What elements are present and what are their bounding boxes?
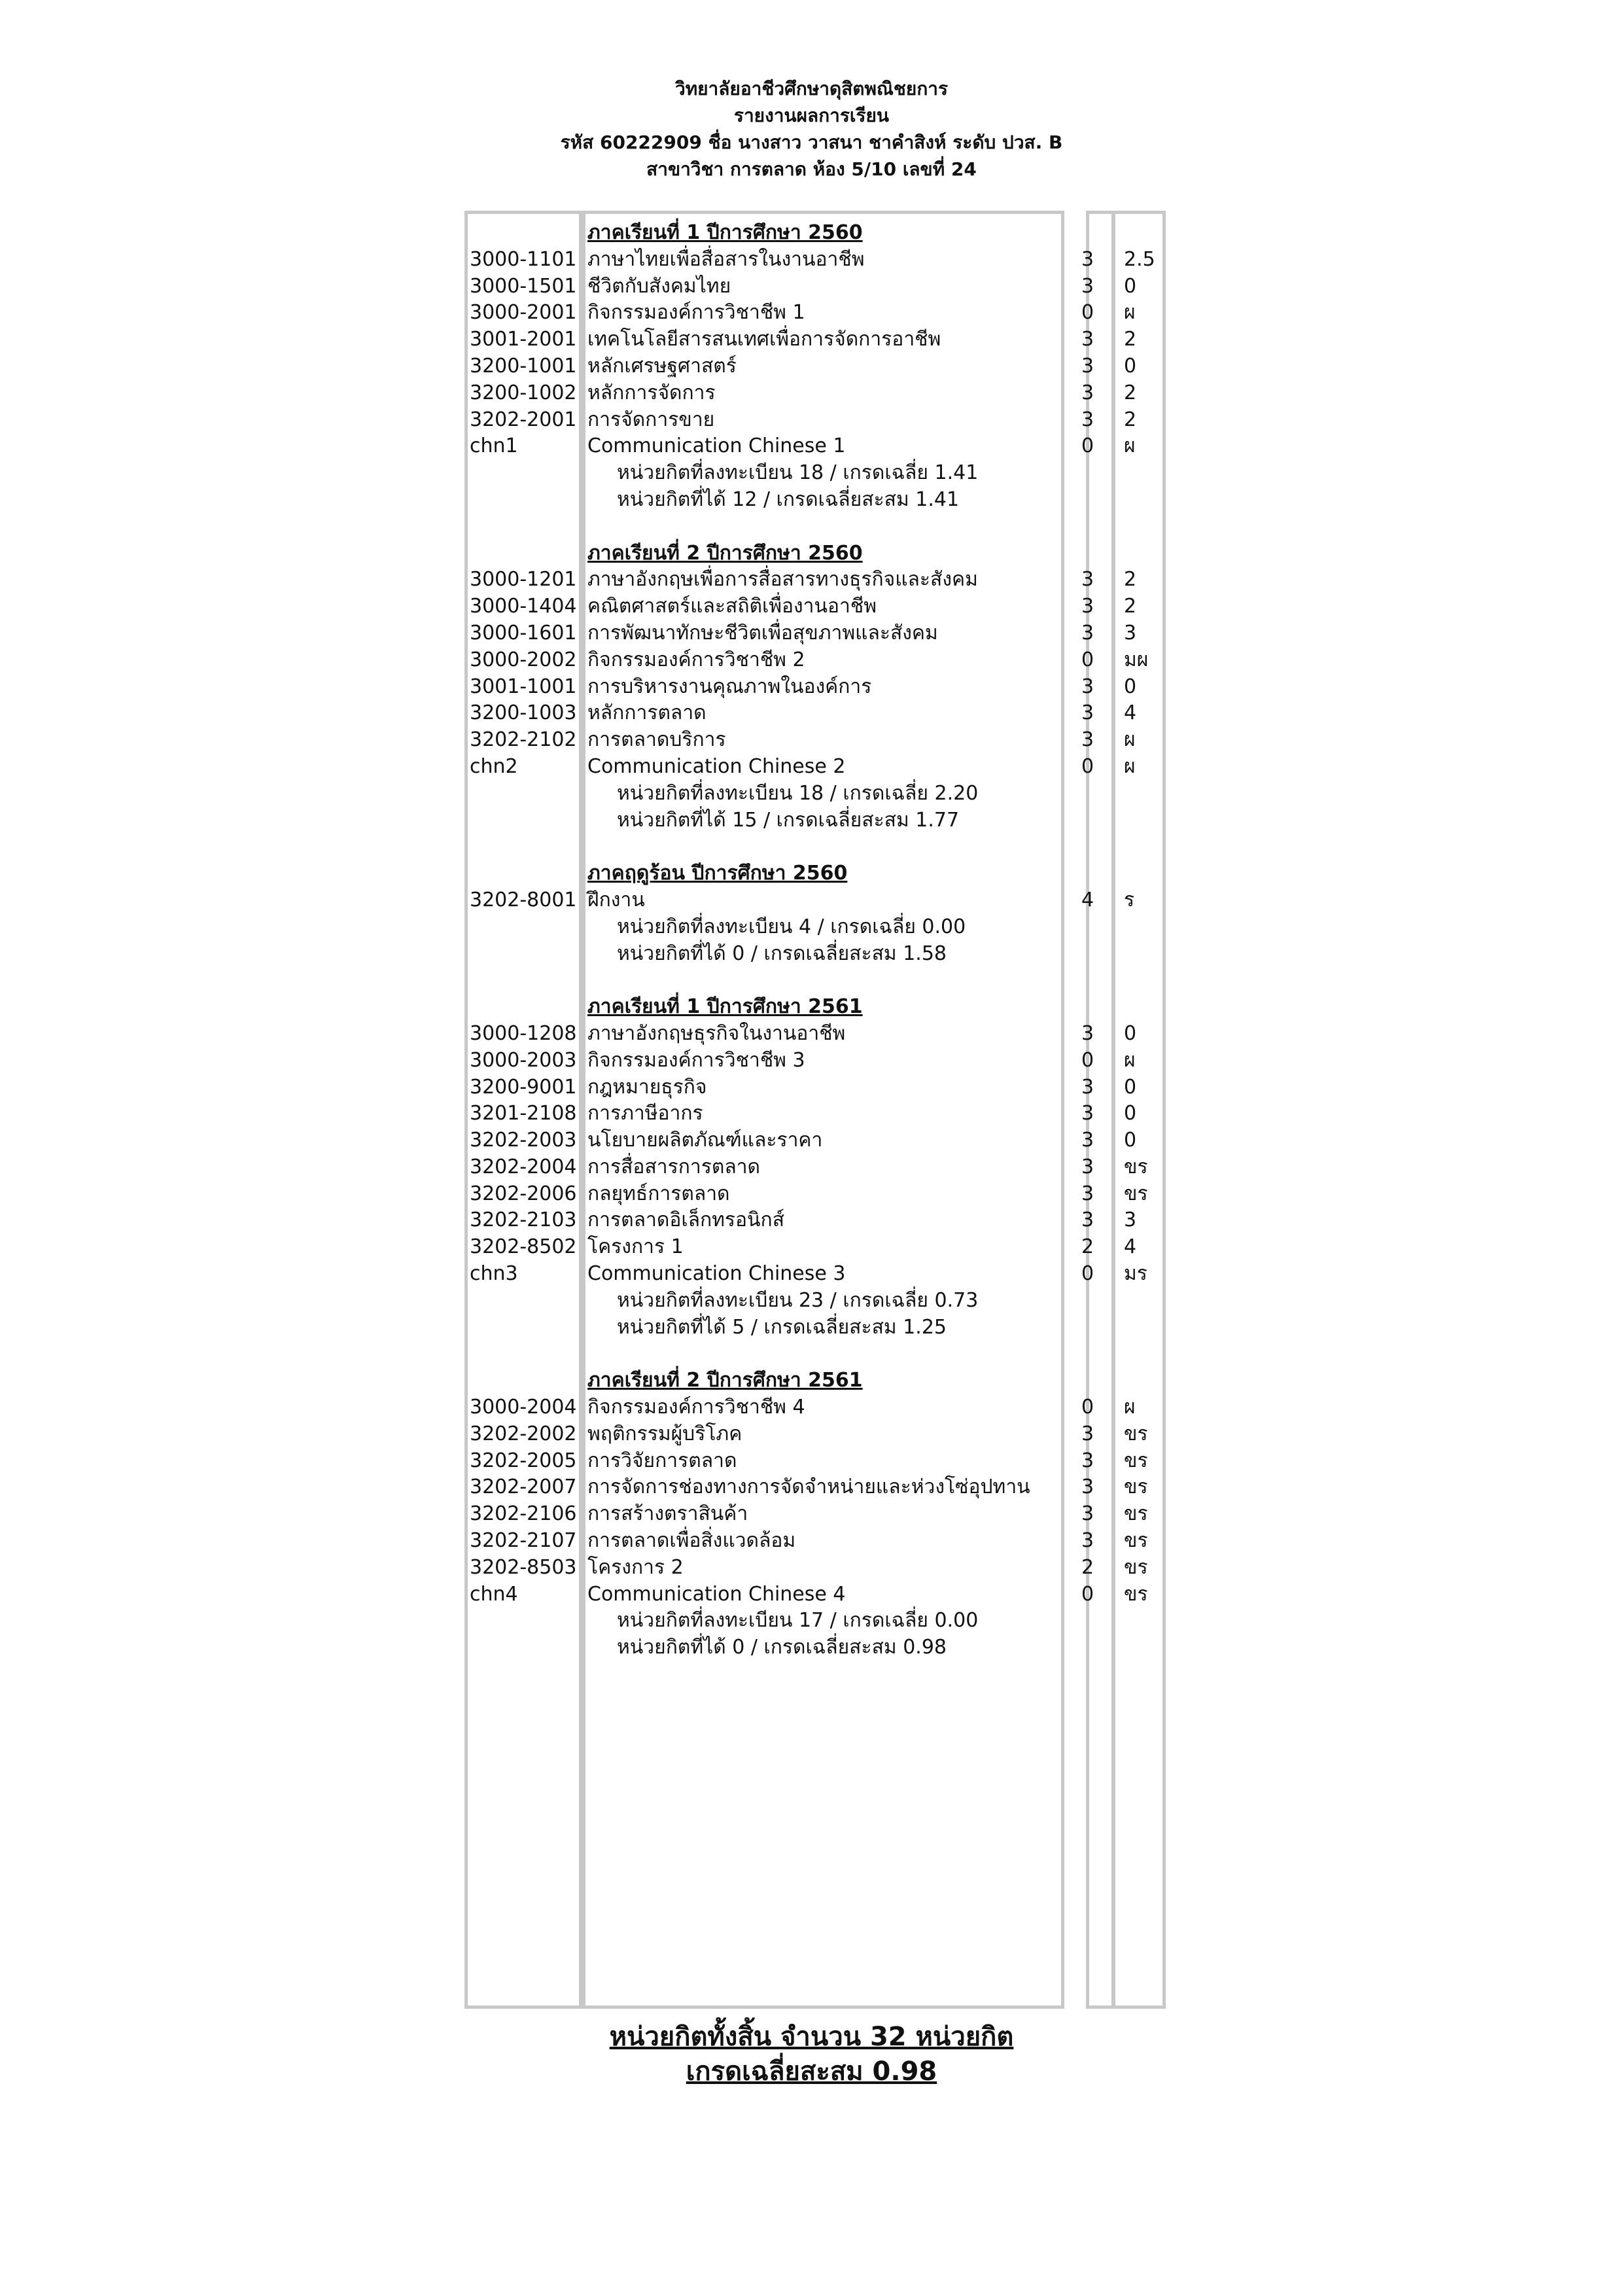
course-credit: 0 — [1081, 301, 1094, 325]
course-credit: 4 — [1081, 888, 1094, 911]
course-name: Communication Chinese 3 — [587, 1262, 846, 1286]
registered-credits-summary: หน่วยกิตที่ลงทะเบียน 17 / เกรดเฉลี่ย 0.00 — [617, 1609, 979, 1633]
semester-title: ภาคเรียนที่ 1 ปีการศึกษา 2560 — [587, 221, 863, 244]
course-name: Communication Chinese 2 — [587, 754, 846, 778]
course-credit: 3 — [1081, 354, 1094, 378]
course-row — [464, 1581, 1166, 1608]
course-credit: 3 — [1081, 1529, 1094, 1553]
course-credit: 3 — [1081, 728, 1094, 752]
course-name: การสร้างตราสินค้า — [587, 1502, 748, 1526]
course-grade: ผ — [1124, 301, 1136, 325]
course-row — [464, 1234, 1166, 1261]
course-name: ภาษาอังกฤษเพื่อการสื่อสารทางธุรกิจและสังคม — [587, 568, 978, 592]
course-code: 3202-8001 — [470, 888, 577, 911]
course-code: 3202-2107 — [470, 1529, 577, 1553]
course-grade: ขร — [1124, 1529, 1148, 1553]
course-credit: 3 — [1081, 328, 1094, 351]
course-grade: 0 — [1124, 1129, 1137, 1152]
course-credit: 3 — [1081, 1155, 1094, 1178]
course-code: 3202-2006 — [470, 1182, 577, 1205]
course-credit: 0 — [1081, 1262, 1094, 1286]
course-credit: 0 — [1081, 434, 1094, 458]
course-name: กฎหมายธุรกิจ — [587, 1075, 707, 1099]
course-row — [464, 1448, 1166, 1475]
course-name: หลักการจัดการ — [587, 381, 716, 404]
course-credit: 2 — [1081, 1235, 1094, 1259]
course-code: 3200-1002 — [470, 381, 577, 404]
semester-summary-row — [464, 807, 1166, 834]
course-row — [464, 407, 1166, 434]
total-credits: หน่วยกิตทั้งสิ้น จำนวน 32 หน่วยกิต — [609, 2022, 1014, 2052]
college-name: วิทยาลัยอาชีวศึกษาดุสิตพณิชยการ — [674, 78, 949, 99]
course-grade: ผ — [1124, 728, 1136, 752]
semester-title-row — [464, 994, 1166, 1021]
course-code: 3000-1601 — [470, 621, 577, 645]
course-name: การพัฒนาทักษะชีวิตเพื่อสุขภาพและสังคม — [587, 621, 938, 645]
course-row — [464, 1421, 1166, 1448]
course-name: ภาษาไทยเพื่อสื่อสารในงานอาชีพ — [587, 247, 865, 271]
course-name: การจัดการขาย — [587, 408, 715, 431]
course-code: 3202-8503 — [470, 1555, 577, 1579]
course-credit: 3 — [1081, 701, 1094, 725]
course-name: การตลาดอิเล็กทรอนิกส์ — [587, 1209, 785, 1232]
course-grade: 0 — [1124, 274, 1137, 298]
course-grade: ผ — [1124, 434, 1136, 458]
earned-credits-summary: หน่วยกิตที่ได้ 0 / เกรดเฉลี่ยสะสม 1.58 — [617, 942, 947, 965]
course-name: การภาษีอากร — [587, 1102, 703, 1125]
course-code: 3202-2004 — [470, 1155, 577, 1178]
course-credit: 3 — [1081, 247, 1094, 271]
spacer-row — [464, 967, 1166, 994]
course-code: 3202-2102 — [470, 728, 577, 752]
course-grade: ขร — [1124, 1502, 1148, 1526]
course-name: การตลาดบริการ — [587, 728, 726, 752]
course-row — [464, 300, 1166, 327]
course-credit: 0 — [1081, 754, 1094, 778]
course-credit: 2 — [1081, 1555, 1094, 1579]
semester-summary-row — [464, 1288, 1166, 1315]
course-name: Communication Chinese 4 — [587, 1582, 846, 1606]
course-code: 3000-1404 — [470, 595, 577, 618]
semester-summary-row — [464, 941, 1166, 968]
course-row — [464, 1074, 1166, 1101]
transcript-rows — [464, 220, 1166, 1661]
course-grade: ขร — [1124, 1555, 1148, 1579]
course-grade: ผ — [1124, 1396, 1136, 1419]
semester-title: ภาคเรียนที่ 2 ปีการศึกษา 2561 — [587, 1369, 863, 1392]
course-row — [464, 1154, 1166, 1181]
course-code: 3202-2003 — [470, 1129, 577, 1152]
registered-credits-summary: หน่วยกิตที่ลงทะเบียน 23 / เกรดเฉลี่ย 0.73 — [617, 1288, 979, 1312]
course-credit: 3 — [1081, 274, 1094, 298]
course-grade: 0 — [1124, 675, 1137, 698]
course-code: 3202-2106 — [470, 1502, 577, 1526]
course-grade: 2.5 — [1124, 247, 1155, 271]
course-name: การตลาดเพื่อสิ่งแวดล้อม — [587, 1529, 796, 1553]
course-grade: ขร — [1124, 1475, 1148, 1499]
course-grade: 2 — [1124, 328, 1137, 351]
course-code: 3202-2005 — [470, 1449, 577, 1472]
course-row — [464, 327, 1166, 353]
course-credit: 3 — [1081, 1021, 1094, 1045]
course-credit: 0 — [1081, 1048, 1094, 1072]
course-row — [464, 1181, 1166, 1208]
course-row — [464, 1474, 1166, 1501]
earned-credits-summary: หน่วยกิตที่ได้ 15 / เกรดเฉลี่ยสะสม 1.77 — [617, 808, 960, 832]
course-credit: 0 — [1081, 1582, 1094, 1606]
course-name: นโยบายผลิตภัณฑ์และราคา — [587, 1129, 823, 1152]
report-title: รายงานผลการเรียน — [733, 105, 890, 126]
semester-title-row — [464, 220, 1166, 247]
earned-credits-summary: หน่วยกิตที่ได้ 12 / เกรดเฉลี่ยสะสม 1.41 — [617, 487, 960, 511]
registered-credits-summary: หน่วยกิตที่ลงทะเบียน 4 / เกรดเฉลี่ย 0.00 — [617, 915, 966, 938]
course-code: 3202-2103 — [470, 1209, 577, 1232]
course-grade: มผ — [1124, 648, 1149, 671]
course-name: พฤติกรรมผู้บริโภค — [587, 1422, 742, 1445]
course-credit: 3 — [1081, 568, 1094, 592]
course-code: 3000-1101 — [470, 247, 577, 271]
spacer-row — [464, 834, 1166, 860]
course-grade: ผ — [1124, 754, 1136, 778]
course-row — [464, 647, 1166, 674]
course-code: 3201-2108 — [470, 1102, 577, 1125]
course-credit: 3 — [1081, 408, 1094, 431]
course-code: chn1 — [470, 434, 518, 458]
semester-summary-row — [464, 487, 1166, 514]
semester-title-row — [464, 1368, 1166, 1394]
course-row — [464, 674, 1166, 701]
course-grade: ขร — [1124, 1155, 1148, 1178]
course-credit: 3 — [1081, 1102, 1094, 1125]
course-credit: 3 — [1081, 1129, 1094, 1152]
course-credit: 3 — [1081, 381, 1094, 404]
course-grade: 2 — [1124, 595, 1137, 618]
course-credit: 3 — [1081, 1422, 1094, 1445]
course-credit: 0 — [1081, 648, 1094, 671]
course-name: กิจกรรมองค์การวิชาชีพ 3 — [587, 1048, 805, 1072]
course-grade: 0 — [1124, 1075, 1137, 1099]
course-credit: 3 — [1081, 595, 1094, 618]
course-grade: ขร — [1124, 1422, 1148, 1445]
course-row — [464, 567, 1166, 593]
course-code: 3200-9001 — [470, 1075, 577, 1099]
course-name: ชีวิตกับสังคมไทย — [587, 274, 731, 298]
course-code: 3202-8502 — [470, 1235, 577, 1259]
program-info: สาขาวิชา การตลาด ห้อง 5/10 เลขที่ 24 — [646, 158, 977, 180]
semester-title: ภาคเรียนที่ 2 ปีการศึกษา 2560 — [587, 541, 863, 565]
course-credit: 3 — [1081, 675, 1094, 698]
course-name: คณิตศาสตร์และสถิติเพื่องานอาชีพ — [587, 595, 877, 618]
course-grade: 3 — [1124, 1209, 1137, 1232]
semester-title-row — [464, 540, 1166, 567]
course-code: 3200-1001 — [470, 354, 577, 378]
course-code: 3001-1001 — [470, 675, 577, 698]
course-name: กิจกรรมองค์การวิชาชีพ 4 — [587, 1396, 805, 1419]
course-name: หลักการตลาด — [587, 701, 707, 725]
course-code: 3000-2001 — [470, 301, 577, 325]
course-code: 3000-1501 — [470, 274, 577, 298]
course-row — [464, 1127, 1166, 1154]
course-code: 3202-2007 — [470, 1475, 577, 1499]
course-grade: มร — [1124, 1262, 1147, 1286]
registered-credits-summary: หน่วยกิตที่ลงทะเบียน 18 / เกรดเฉลี่ย 1.41 — [617, 461, 979, 485]
semester-title: ภาคเรียนที่ 1 ปีการศึกษา 2561 — [587, 995, 863, 1019]
course-code: 3001-2001 — [470, 328, 577, 351]
course-row — [464, 353, 1166, 380]
course-grade: ขร — [1124, 1449, 1148, 1472]
course-name: โครงการ 2 — [587, 1555, 684, 1579]
semester-summary-row — [464, 914, 1166, 941]
cumulative-gpa: เกรดเฉลี่ยสะสม 0.98 — [686, 2057, 937, 2087]
course-grade: 4 — [1124, 1235, 1137, 1259]
course-code: chn4 — [470, 1582, 518, 1606]
course-row — [464, 700, 1166, 727]
course-row — [464, 620, 1166, 647]
course-grade: 0 — [1124, 1102, 1137, 1125]
course-credit: 3 — [1081, 1182, 1094, 1205]
course-row — [464, 1555, 1166, 1581]
course-row — [464, 1261, 1166, 1288]
course-code: 3000-1201 — [470, 568, 577, 592]
course-row — [464, 593, 1166, 620]
student-info: รหัส 60222909 ชื่อ นางสาว วาสนา ชาคำสิงห์ ระดับ ปวส. B — [560, 132, 1063, 153]
course-row — [464, 247, 1166, 274]
course-code: 3000-2002 — [470, 648, 577, 671]
course-name: กลยุทธ์การตลาด — [587, 1182, 730, 1205]
course-credit: 3 — [1081, 1075, 1094, 1099]
course-code: 3000-2004 — [470, 1396, 577, 1419]
course-grade: 3 — [1124, 621, 1137, 645]
course-code: 3200-1003 — [470, 701, 577, 725]
course-row — [464, 1021, 1166, 1048]
course-grade: 0 — [1124, 354, 1137, 378]
report-header — [0, 75, 1623, 183]
course-name: การจัดการช่องทางการจัดจำหน่ายและห่วงโซ่อุปทาน — [587, 1475, 1030, 1499]
course-row — [464, 887, 1166, 914]
course-grade: 4 — [1124, 701, 1137, 725]
course-code: 3202-2002 — [470, 1422, 577, 1445]
course-name: หลักเศรษฐศาสตร์ — [587, 354, 737, 378]
semester-summary-row — [464, 1608, 1166, 1634]
course-name: ภาษาอังกฤษธุรกิจในงานอาชีพ — [587, 1021, 846, 1045]
course-credit: 3 — [1081, 621, 1094, 645]
course-grade: 2 — [1124, 568, 1137, 592]
course-grade: ขร — [1124, 1182, 1148, 1205]
course-grade: ผ — [1124, 1048, 1136, 1072]
earned-credits-summary: หน่วยกิตที่ได้ 5 / เกรดเฉลี่ยสะสม 1.25 — [617, 1315, 947, 1339]
course-code: chn3 — [470, 1262, 518, 1286]
spacer-row — [464, 1341, 1166, 1368]
course-grade: ร — [1124, 888, 1135, 911]
course-row — [464, 433, 1166, 460]
course-name: การวิจัยการตลาด — [587, 1449, 737, 1472]
course-row — [464, 1501, 1166, 1528]
course-credit: 3 — [1081, 1209, 1094, 1232]
semester-summary-row — [464, 460, 1166, 487]
course-name: เทคโนโลยีสารสนเทศเพื่อการจัดการอาชีพ — [587, 328, 941, 351]
semester-summary-row — [464, 1315, 1166, 1341]
course-row — [464, 754, 1166, 781]
course-code: chn2 — [470, 754, 518, 778]
course-name: การบริหารงานคุณภาพในองค์การ — [587, 675, 872, 698]
spacer-row — [464, 514, 1166, 540]
course-grade: 0 — [1124, 1021, 1137, 1045]
course-code: 3000-2003 — [470, 1048, 577, 1072]
course-name: กิจกรรมองค์การวิชาชีพ 1 — [587, 301, 805, 325]
course-row — [464, 1101, 1166, 1127]
course-name: ฝึกงาน — [587, 888, 645, 911]
course-row — [464, 1048, 1166, 1074]
course-name: Communication Chinese 1 — [587, 434, 846, 458]
course-code: 3202-2001 — [470, 408, 577, 431]
course-grade: 2 — [1124, 381, 1137, 404]
course-credit: 3 — [1081, 1475, 1094, 1499]
course-name: การสื่อสารการตลาด — [587, 1155, 761, 1178]
course-row — [464, 380, 1166, 407]
course-credit: 3 — [1081, 1502, 1094, 1526]
course-grade: ขร — [1124, 1582, 1148, 1606]
semester-summary-row — [464, 1634, 1166, 1661]
course-row — [464, 1394, 1166, 1421]
course-grade: 2 — [1124, 408, 1137, 431]
registered-credits-summary: หน่วยกิตที่ลงทะเบียน 18 / เกรดเฉลี่ย 2.20 — [617, 781, 979, 805]
course-name: กิจกรรมองค์การวิชาชีพ 2 — [587, 648, 805, 671]
earned-credits-summary: หน่วยกิตที่ได้ 0 / เกรดเฉลี่ยสะสม 0.98 — [617, 1636, 947, 1659]
course-credit: 3 — [1081, 1449, 1094, 1472]
course-code: 3000-1208 — [470, 1021, 577, 1045]
course-name: โครงการ 1 — [587, 1235, 684, 1259]
course-row — [464, 727, 1166, 754]
course-row — [464, 1207, 1166, 1234]
course-credit: 0 — [1081, 1396, 1094, 1419]
semester-title-row — [464, 860, 1166, 887]
course-row — [464, 274, 1166, 300]
semester-summary-row — [464, 781, 1166, 807]
semester-title: ภาคฤดูร้อน ปีการศึกษา 2560 — [587, 862, 848, 885]
course-row — [464, 1528, 1166, 1555]
